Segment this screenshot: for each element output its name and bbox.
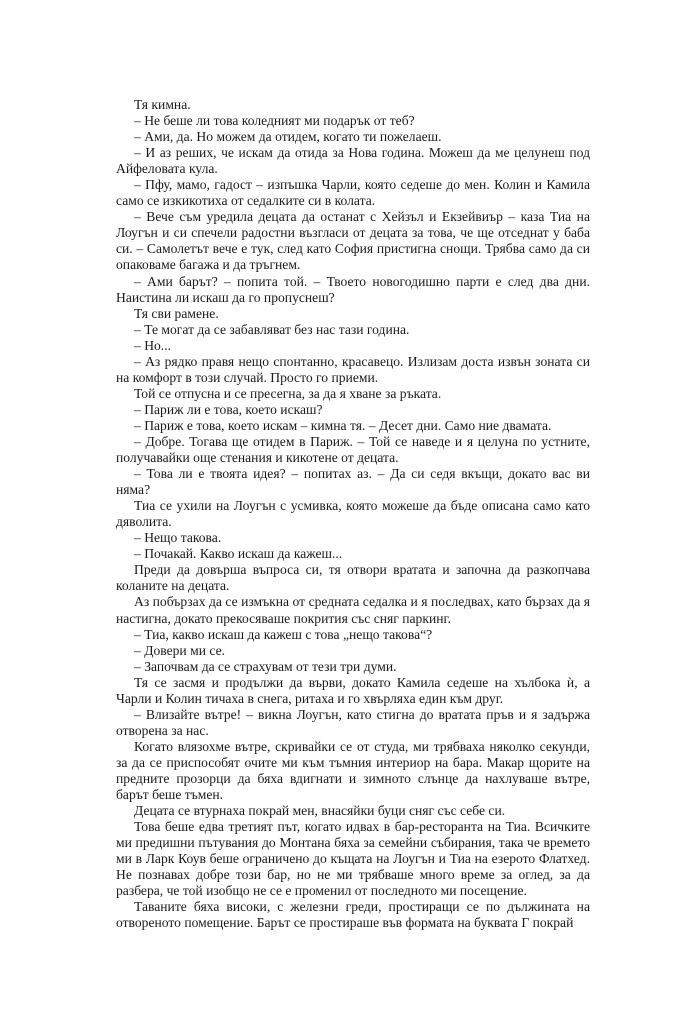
- paragraph: – Те могат да се забавляват без нас тази година.: [134, 321, 410, 337]
- paragraph: Той се отпусна и се пресегна, за да я хване за ръката.: [134, 385, 442, 401]
- paragraph: Тя сви рамене.: [134, 305, 219, 321]
- paragraph: Децата се втурнаха покрай мен, внасяйки буци сняг със себе си.: [134, 803, 506, 819]
- paragraph: – Влизайте вътре! – викна Лоугън, като стигна до вратата пръв и я задържа отворена за нас.: [116, 706, 590, 738]
- paragraph: Аз побързах да се измъкна от средната седалка и я последвах, като бързах да я настигна, докато прекосяваше покрития със сняг паркинг.: [116, 594, 590, 626]
- page-text: [116, 97, 590, 931]
- paragraph: – Добре. Тогава ще отидем в Париж. – Той се наведе и я целуна по устните, получавайки още стенания и кикотене от децата.: [116, 433, 590, 466]
- paragraph: – Но...: [134, 337, 172, 353]
- paragraph: – Това ли е твоята идея? – попитах аз. – Да си седя вкъщи, докато вас ви няма?: [116, 466, 590, 498]
- paragraph: – Не беше ли това коледният ми подарък от теб?: [134, 113, 415, 129]
- paragraph: – Тиа, какво искаш да кажеш с това „нещо такова“?: [134, 626, 433, 642]
- paragraph: – И аз реших, че искам да отида за Нова година. Можеш да ме целунеш под Айфеловата кула.: [116, 145, 590, 177]
- paragraph: Тиа се ухили на Лоугън с усмивка, която можеше да бъде описана само като дяволита.: [116, 498, 590, 530]
- paragraph: Таваните бяха високи, с железни греди, простиращи се по дължината на отвореното помещение. Барът се простираше във формата на буквата Г покрай: [116, 899, 590, 931]
- paragraph: – Ами, да. Но можем да отидем, когато ти пожелаеш.: [134, 129, 442, 145]
- paragraph: – Започвам да се страхувам от тези три думи.: [134, 658, 397, 674]
- paragraph: – Почакай. Какво искаш да кажеш...: [134, 546, 343, 562]
- paragraph: Преди да довърша въпроса си, тя отвори вратата и започна да разкопчава коланите на децата.: [116, 562, 590, 594]
- paragraph: Когато влязохме вътре, скривайки се от студа, ми трябваха няколко секунди, за да се приспособят очите ми към тъмния интериор на бара. Макар щорите на предните прозорци да бяха вдигнати и зимното слънце да нахлуваше вътре, барът беше тъмен.: [116, 738, 590, 803]
- paragraph: Тя кимна.: [134, 97, 191, 112]
- paragraph: – Париж е това, което искам – кимна тя. – Десет дни. Само ние двамата.: [134, 417, 552, 433]
- paragraph: – Париж ли е това, което искаш?: [134, 401, 323, 417]
- paragraph: Тя се засмя и продължи да върви, докато Камила седеше на хълбока ѝ, а Чарли и Колин тичаха в снега, ритаха и го хвърляха един към друг.: [116, 674, 590, 706]
- paragraph: – Ами барът? – попита той. – Твоето новогодишно парти е след два дни. Наистина ли искаш да го пропуснеш?: [116, 273, 590, 305]
- paragraph: Това беше едва третият път, когато идвах в бар-ресторанта на Тиа. Всичките ми предишни пътувания до Монтана бяха за семейни събирания, така че времето ми в Ларк Коув беше ограничено до къщата на Лоугън и Тиа на езерото Флатхед. Не познавах добре този бар, но не ми трябваше много време за оглед, за да разбера, че той изобщо не се е променил от последното ми посещение.: [116, 819, 590, 899]
- paragraph: – Довери ми се.: [134, 642, 226, 658]
- paragraph: – Аз рядко правя нещо спонтанно, красавецо. Излизам доста извън зоната си на комфорт в този случай. Просто го приеми.: [116, 353, 590, 385]
- paragraph: – Пфу, мамо, гадост – изпъшка Чарли, която седеше до мен. Колин и Камила само се изкикотиха от седалките си в колата.: [116, 177, 590, 209]
- paragraph: – Нещо такова.: [134, 530, 222, 546]
- paragraph: – Вече съм уредила децата да останат с Хейзъл и Екзейвиър – каза Тиа на Лоугън и си спечели радостни възгласи от децата за това, че ще отседнат у баба си. – Самолетът вече е тук, след като София пристигна снощи. Трябва само да си опаковаме багажа и да тръгнем.: [116, 209, 590, 273]
